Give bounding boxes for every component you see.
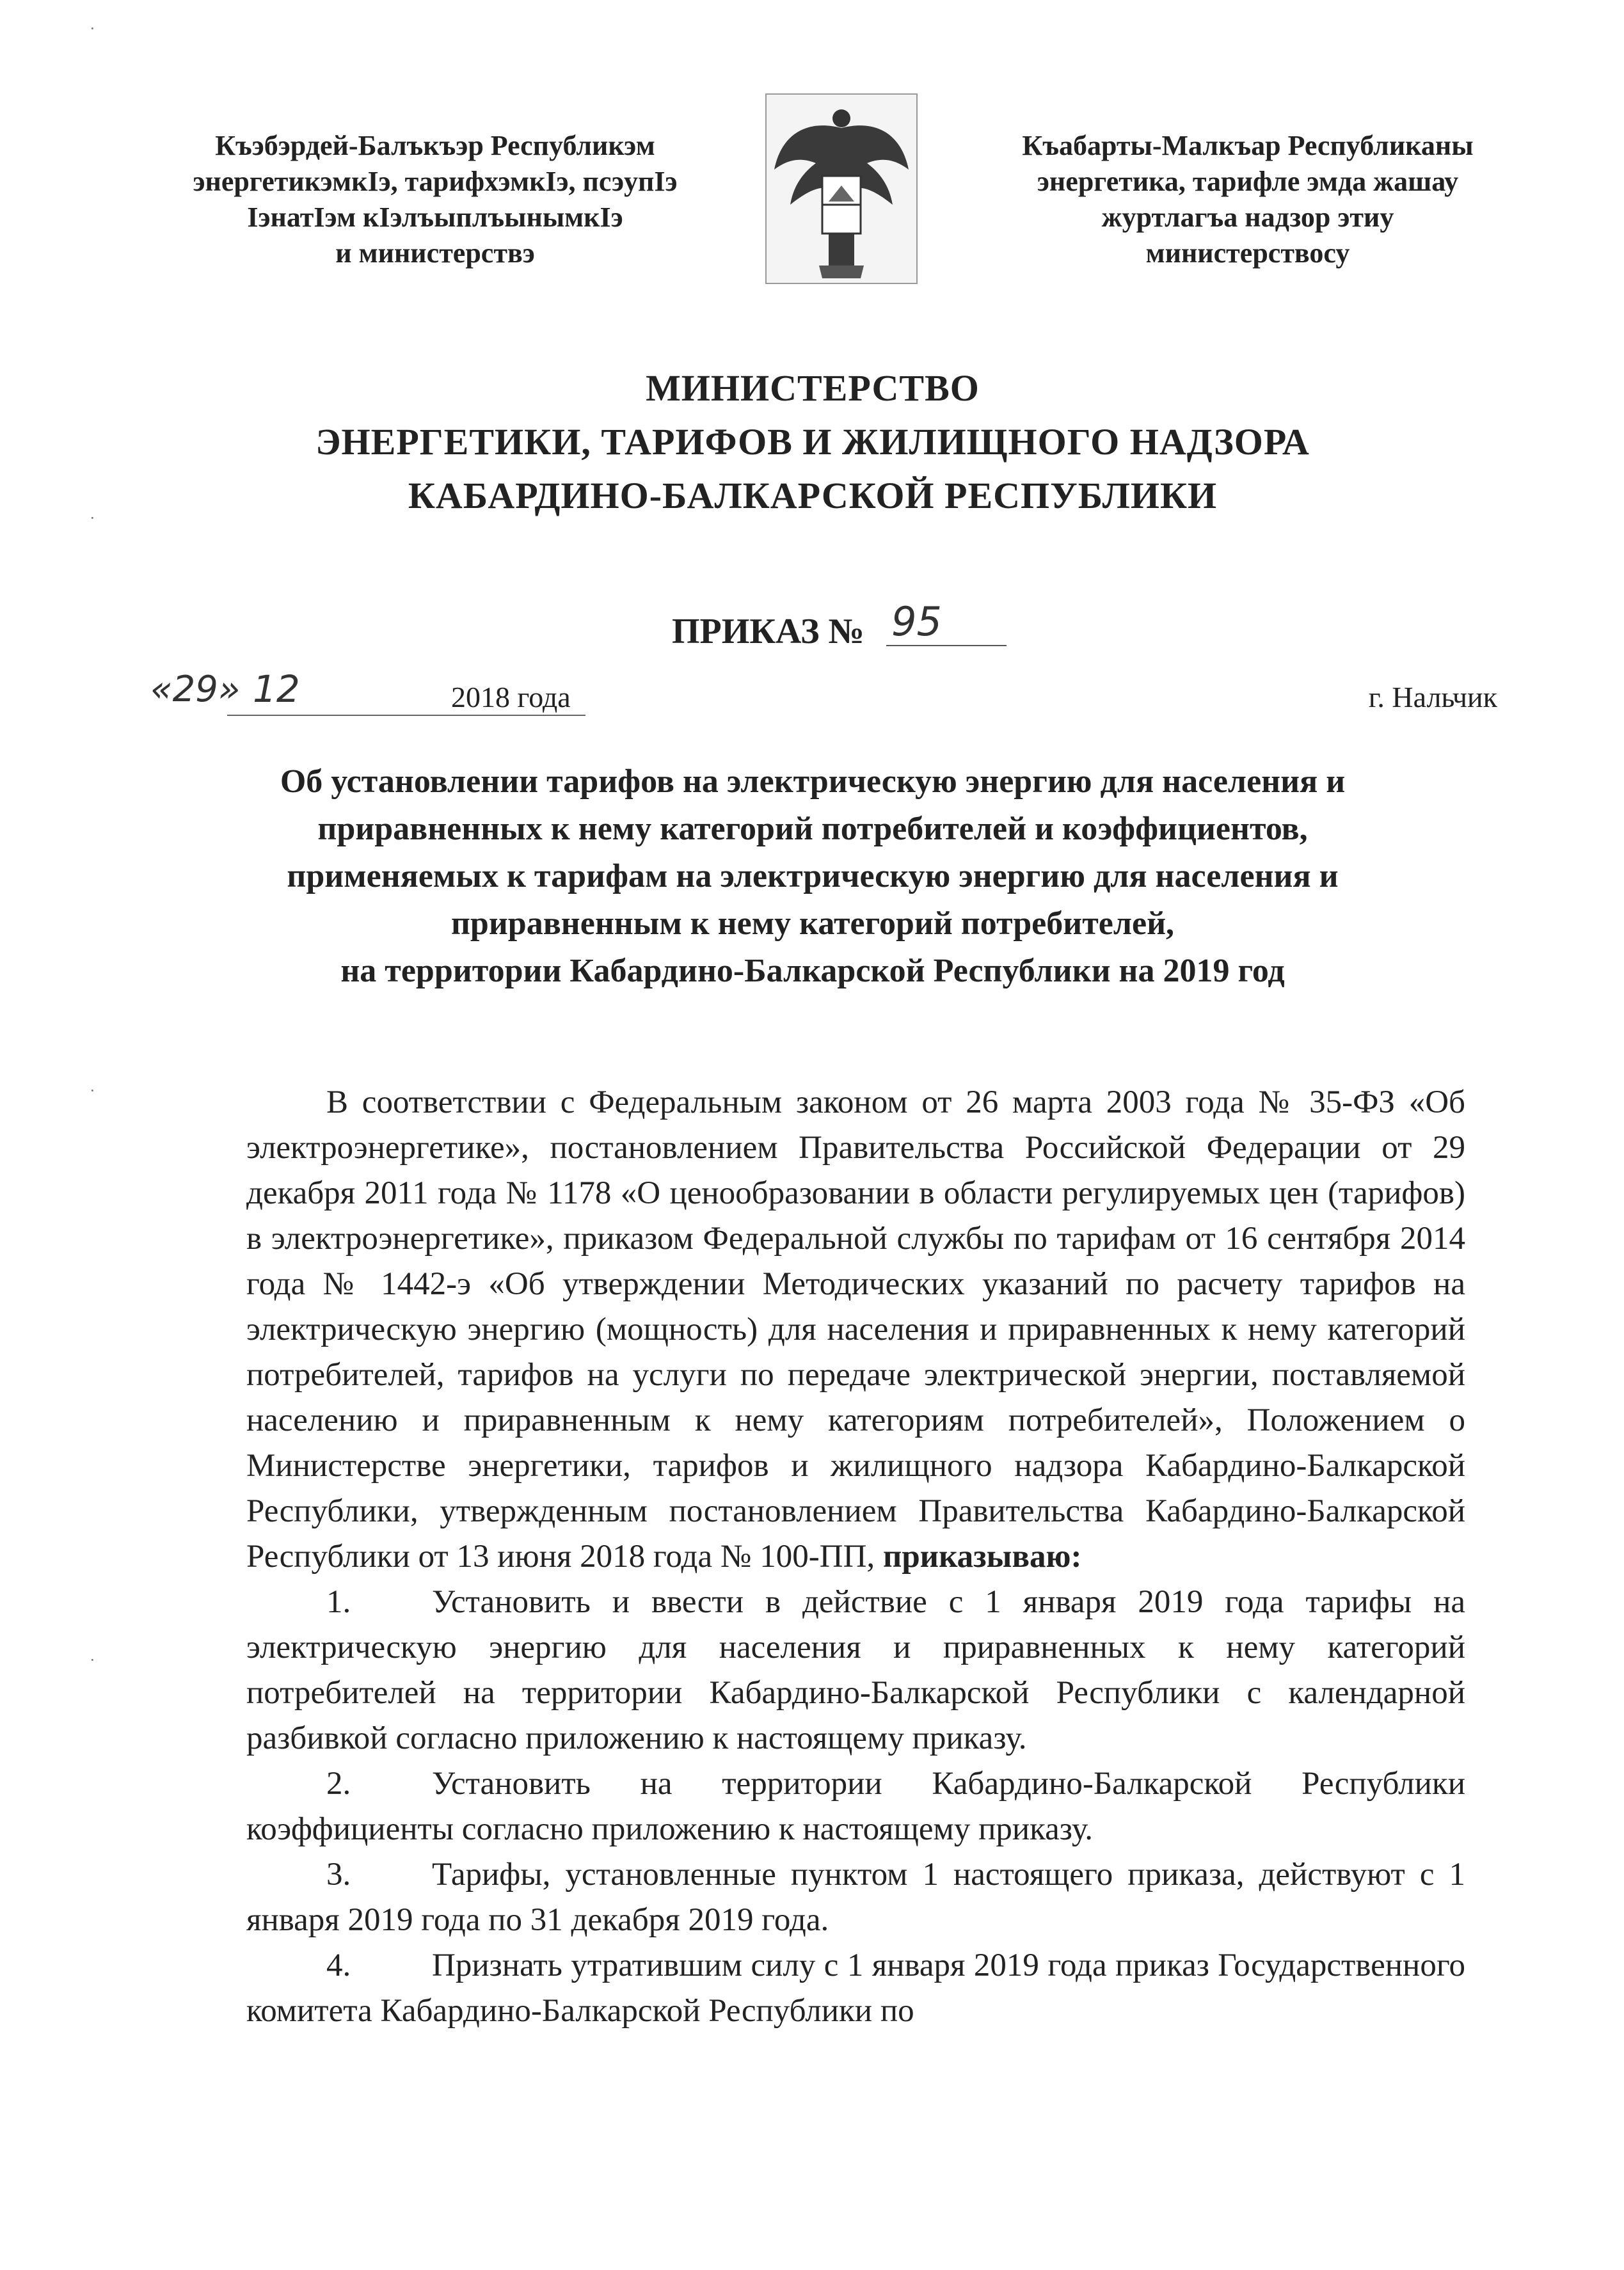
date-underline [227, 715, 585, 716]
coat-of-arms-eagle-icon [765, 93, 918, 285]
scan-speck: · [90, 1651, 95, 1669]
header-right-line: министерствосу [1145, 237, 1350, 269]
header-right-line: Къабарты-Малкъар Республиканы [1022, 130, 1474, 161]
subject-line: применяемых к тарифам на электрическую энергию для населения и [287, 858, 1339, 894]
preamble-paragraph [246, 1080, 1465, 1580]
date-year: 2018 года [451, 681, 571, 713]
order-number-handwritten: 95 [886, 598, 1007, 646]
date-month-handwritten: 12 [253, 667, 300, 711]
ministry-title-line: КАБАРДИНО-БАЛКАРСКОЙ РЕСПУБЛИКИ [408, 475, 1218, 516]
header-left-line: IэнатIэм кIэлъыплъынымкIэ [247, 202, 623, 233]
subject-line: приравненных к нему категорий потребителей и коэффициентов, [317, 811, 1308, 847]
header-right-line: журтлагъа надзор этиу [1101, 202, 1394, 233]
order-item [246, 1580, 1465, 1761]
directive-word: приказываю: [882, 1539, 1082, 1575]
order-title: ПРИКАЗ № [672, 612, 864, 651]
order-subject [179, 758, 1446, 995]
preamble-text: В соответствии с Федеральным законом от 26 марта 2003 года № 35-ФЗ «Об электроэнергетике», постановлением Правительства Российской Федерации от 29 декабря 2011 года № 1178 «О ценообразовании в области регулируемых цен (тарифов) в электроэнергетике», приказом Федеральной службы по тарифам от 16 сентября 2014 года № 1442-э «Об утверждении Методических указаний по расчету тарифов на электрическую энергию (мощность) для населения и приравненных к нему категорий потребителей, тарифов на услуги по передаче электрической энергии, поставляемой населению и приравненным к нему категориям потребителей», Положением о Министерстве энергетики, тарифов и жилищного надзора Кабардино-Балкарской Республики, утвержденным постановлением Правительства Кабардино-Балкарской Республики от 13 июня 2018 года № 100-ПП, [246, 1084, 1465, 1575]
date-row [150, 667, 1497, 726]
header-right-block [960, 128, 1536, 271]
header-left-line: Къэбэрдей-Балъкъэр Республикэм [215, 130, 655, 161]
item-text: Установить на территории Кабардино-Балкарской Республики коэффициенты согласно приложению к настоящему приказу. [246, 1766, 1465, 1847]
header-right-line: энергетика, тарифле эмда жашау [1037, 166, 1459, 197]
order-item [246, 1852, 1465, 1943]
subject-line: приравненным к нему категорий потребителей, [450, 905, 1175, 942]
order-item [246, 1761, 1465, 1852]
ministry-title [128, 361, 1497, 523]
order-body [246, 1080, 1465, 2034]
city: г. Нальчик [1368, 681, 1497, 713]
scan-speck: · [90, 509, 95, 527]
scan-speck: · [90, 1081, 95, 1100]
item-number: 4. [326, 1948, 351, 1983]
header-left-block [128, 128, 742, 271]
ministry-title-line: ЭНЕРГЕТИКИ, ТАРИФОВ И ЖИЛИЩНОГО НАДЗОРА [315, 421, 1310, 463]
header-left-line: энергетикэмкIэ, тарифхэмкIэ, псэупIэ [193, 166, 678, 197]
subject-line: на территории Кабардино-Балкарской Республики на 2019 год [340, 953, 1285, 989]
item-text: Тарифы, установленные пунктом 1 настоящего приказа, действуют с 1 января 2019 года по 31 декабря 2019 года. [246, 1857, 1465, 1938]
order-item [246, 1943, 1465, 2034]
subject-line: Об установлении тарифов на электрическую энергию для населения и [280, 763, 1346, 800]
date-day-handwritten: «29» [150, 669, 241, 710]
item-number: 3. [326, 1857, 351, 1893]
item-text: Установить и ввести в действие с 1 января 2019 года тарифы на электрическую энергию для населения и приравненных к нему категорий потребителей на территории Кабардино-Балкарской Республики с календарной разбивкой согласно приложению к настоящему приказу. [246, 1584, 1465, 1756]
ministry-title-line: МИНИСТЕРСТВО [646, 367, 980, 409]
scan-speck: · [90, 19, 95, 38]
item-text: Признать утратившим силу с 1 января 2019 года приказ Государственного комитета Кабардино-Балкарской Республики по [246, 1948, 1465, 2029]
header-left-line: и министерствэ [335, 237, 535, 269]
item-number: 1. [326, 1584, 351, 1620]
item-number: 2. [326, 1766, 351, 1802]
